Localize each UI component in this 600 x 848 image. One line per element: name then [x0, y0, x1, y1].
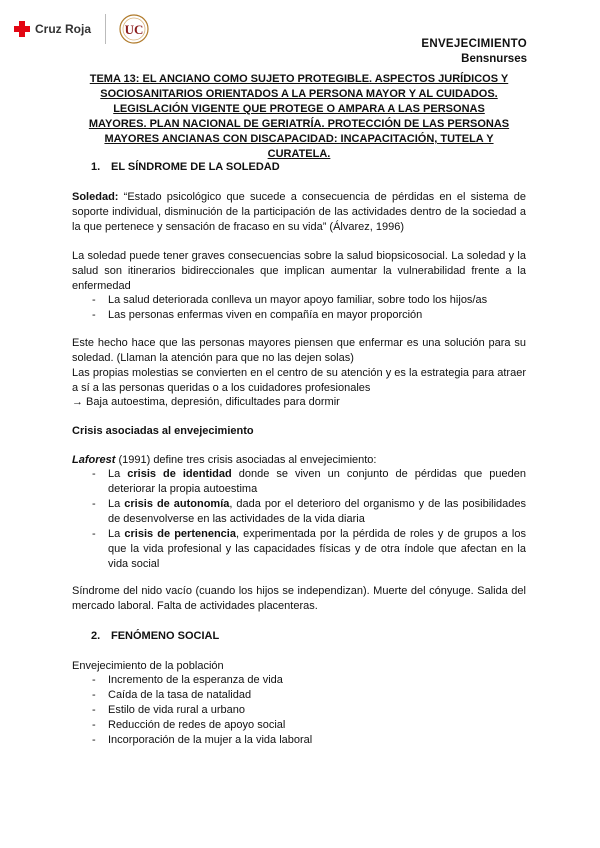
section-1-heading: 1. EL SÍNDROME DE LA SOLEDAD — [91, 161, 280, 173]
paragraph-soledad-salud: La soledad puede tener graves consecuencias sobre la salud biopsicosocial. La soledad y la salud son itinerarios bidireccionales que implican aumentar la vulnerabilidad frente a la enfermedad — [72, 250, 526, 292]
laforest-intro: Laforest (1991) define tres crisis asociadas al envejecimiento: — [72, 454, 377, 466]
doc-title-block — [421, 37, 527, 67]
paragraph-molestias: Las propias molestias se convierten en el centro de su atención y es la estrategia para atraer a sí a las personas queridas o a los cuidadores profesionales — [72, 367, 526, 394]
list-item: - Estilo de vida rural a urbano — [72, 703, 526, 718]
crisis-list — [72, 467, 526, 572]
crisis-heading: Crisis asociadas al envejecimiento — [72, 425, 254, 437]
bullet-list-poblacion — [72, 673, 526, 748]
list-item: - Reducción de redes de apoyo social — [72, 718, 526, 733]
section-2-intro: Envejecimiento de la población — [72, 660, 224, 672]
red-cross-logo-icon — [14, 21, 30, 37]
page-header — [14, 12, 150, 46]
paragraph-nido-vacio: Síndrome del nido vacío (cuando los hijos se independizan). Muerte del cónyuge. Salida del mercado laboral. Falta de actividades placenteras. — [72, 585, 526, 612]
doc-author: Bensnurses — [461, 53, 527, 65]
list-item: - La salud deteriorada conlleva un mayor apoyo familiar, sobre todo los hijos/as — [72, 293, 526, 308]
topic-heading: TEMA 13: EL ANCIANO COMO SUJETO PROTEGIBLE. ASPECTOS JURÍDICOS Y SOCIOSANITARIOS ORIENTADOS A LA PERSONA MAYOR Y AL CUIDADOS. LEGISLACIÓN VIGENTE QUE PROTEGE O AMPARA A LAS PERSONAS MAYORES. PLAN NACIONAL DE GERIATRÍA. PROTECCIÓN DE LAS PERSONAS MAYORES ANCIANAS CON DISCAPACIDAD: INCAPACITACIÓN, TUTELA Y CURATELA. — [88, 73, 510, 160]
list-item: - La crisis de identidad donde se viven un conjunto de pérdidas que pueden deteriorar la propia autoestima — [72, 467, 526, 497]
paragraph-enfermar: Este hecho hace que las personas mayores piensen que enfermar es una solución para su soledad. (Llaman la atención para que no las dejen solas) — [72, 337, 526, 364]
soledad-definition: Soledad: “Estado psicológico que sucede a consecuencia de pérdidas en el sistema de soporte individual, disminución de la participación de las actividades dentro de la sociedad a la que pertenece y sensación de fracaso en su vida” (Álvarez, 1996) — [72, 191, 526, 233]
logo-divider — [105, 14, 106, 44]
org-name: Cruz Roja — [35, 22, 92, 36]
bullet-list-salud — [72, 293, 526, 323]
svg-text:UC: UC — [124, 22, 144, 37]
list-item: - Caída de la tasa de natalidad — [72, 688, 526, 703]
doc-title: ENVEJECIMIENTO — [421, 38, 527, 50]
university-seal-icon — [118, 13, 150, 45]
list-item: - La crisis de autonomía, dada por el deterioro del organismo y de las posibilidades de desenvolverse en las actividades de la vida diaria — [72, 497, 526, 527]
list-item: - Incremento de la esperanza de vida — [72, 673, 526, 688]
list-item: - La crisis de pertenencia, experimentada por la pérdida de roles y de grupos a los que la vida profesional y las capacidades físicas y de otra índole que afectan en la vida social — [72, 527, 526, 572]
list-item: - Las personas enfermas viven en compañía en mayor proporción — [72, 308, 526, 323]
list-item: - Incorporación de la mujer a la vida laboral — [72, 733, 526, 748]
section-2-heading: 2. FENÓMENO SOCIAL — [91, 630, 220, 642]
paragraph-consecuencias: → Baja autoestima, depresión, dificultades para dormir — [72, 396, 340, 408]
